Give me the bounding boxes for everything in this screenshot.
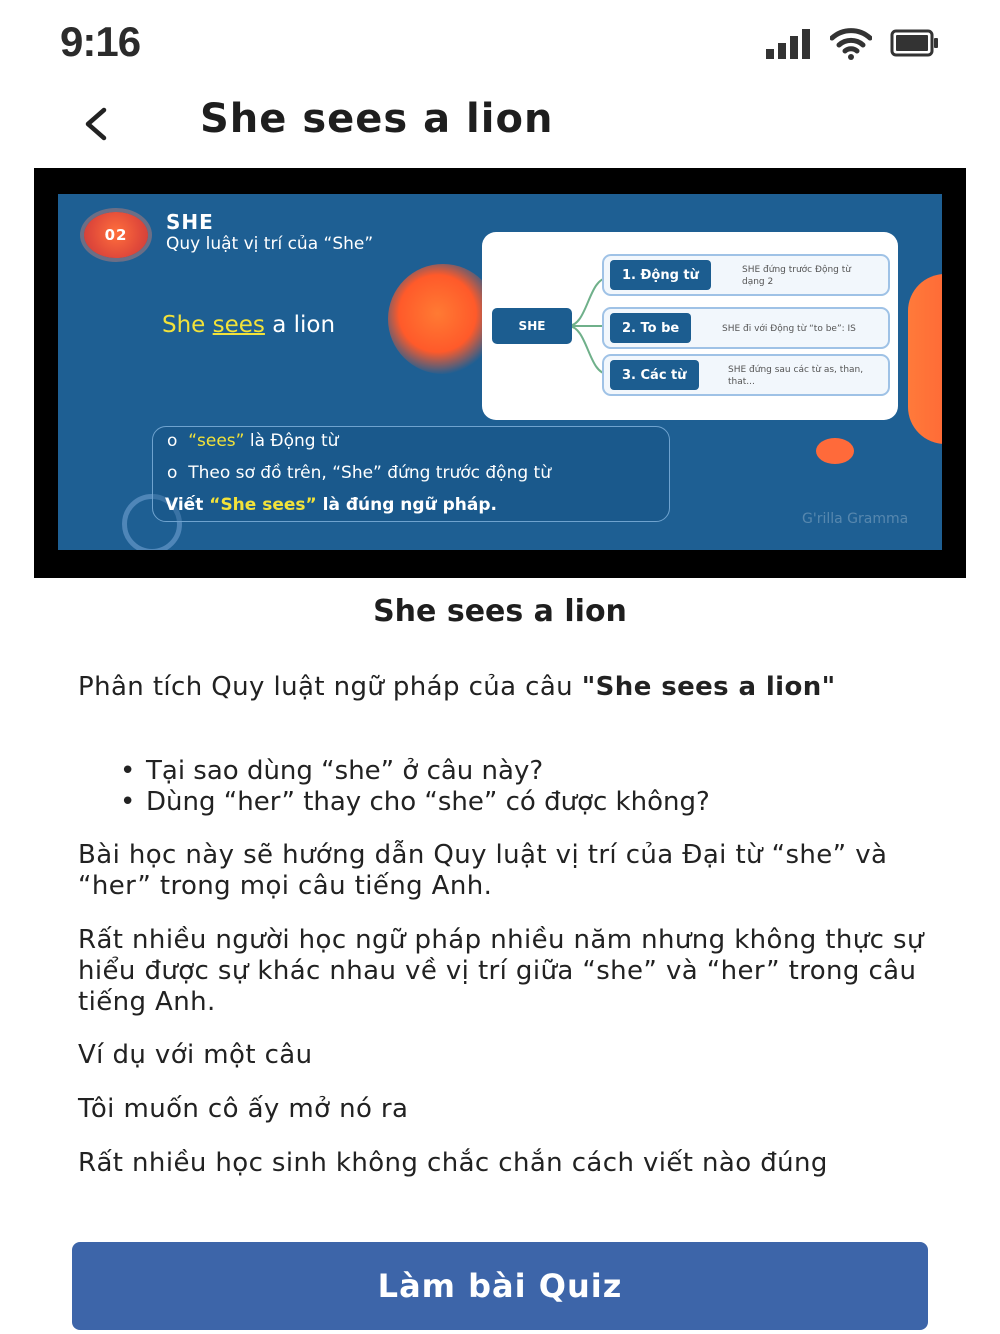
nav-bar [34,90,966,166]
rule-note: SHE đứng trước Động từ dạng 2 [742,265,851,287]
example-verb: sees [212,312,265,338]
highlight-word: “She sees” [209,495,317,515]
example-subject: She [162,312,206,338]
list-item: • Tại sao dùng “she” ở câu này? [120,756,710,787]
slide-heading: SHE [166,210,214,234]
slide-subheading: Quy luật vị trí của “She” [166,234,374,254]
decorative-shape [908,274,942,444]
status-icons [766,26,940,60]
explanation-line [167,431,338,451]
diagram-rule [602,354,890,396]
rule-label: 2. To be [610,313,691,343]
list-item: • Dùng “her” thay cho “she” có được không? [120,787,710,818]
explanation-text: là Động từ [244,431,339,451]
signal-icon [766,27,812,59]
example-object: a lion [272,312,336,338]
slide-number-badge: 02 [84,212,148,258]
lesson-paragraph: Ví dụ với một câu [78,1040,313,1070]
lesson-paragraph: Bài học này sẽ hướng dẫn Quy luật vị trí của Đại từ “she” và “her” trong mọi câu tiếng Anh. [78,840,888,901]
explanation-line [167,463,551,483]
rule-note: SHE đứng sau các từ as, than, that... [728,365,864,387]
lesson-intro [78,672,928,703]
highlight-word: “sees” [188,431,245,451]
grammar-diagram [482,232,898,420]
status-time: 9:16 [60,18,141,65]
diagram-rule [602,307,890,349]
explanation-text: Viết [165,495,210,515]
lesson-paragraph: Rất nhiều học sinh không chắc chắn cách viết nào đúng [78,1148,828,1178]
back-button[interactable] [80,104,110,144]
bullet-circle: o [167,431,189,451]
intro-bold: "She sees a lion" [581,672,836,702]
video-player[interactable] [34,168,966,578]
explanation-text: là đúng ngữ pháp. [316,495,497,515]
example-sentence [162,312,335,338]
bullet-circle: o [167,463,189,483]
question-list [120,756,710,818]
explanation-text: Theo sơ đồ trên, “She” đứng trước động từ [188,463,551,483]
intro-text: Phân tích Quy luật ngữ pháp của câu [78,672,582,702]
watermark-logo: G'rilla Gramma [802,511,909,527]
chevron-left-icon [80,104,110,144]
battery-icon [890,28,940,58]
lesson-paragraph: Tôi muốn cô ấy mở nó ra [78,1094,409,1124]
rule-label: 1. Động từ [610,260,711,290]
take-quiz-button[interactable]: Làm bài Quiz [72,1242,928,1330]
rule-note: SHE đi với Động từ “to be”: IS [722,324,856,334]
lesson-paragraph: Rất nhiều người học ngữ pháp nhiều năm nhưng không thực sự hiểu được sự khác nhau về vị trí giữa “she” và “her” trong câu tiếng Anh. [78,925,924,1017]
diagram-rule [602,254,890,296]
explanation-box [152,426,670,522]
explanation-line [165,495,497,515]
decorative-dot [816,438,854,464]
rule-label: 3. Các từ [610,360,699,390]
lesson-title: She sees a lion [373,594,627,629]
page-title: She sees a lion [200,96,554,142]
lesson-slide [58,194,942,550]
wifi-icon [830,26,872,60]
diagram-root: SHE [492,308,572,344]
status-bar [0,0,1000,88]
